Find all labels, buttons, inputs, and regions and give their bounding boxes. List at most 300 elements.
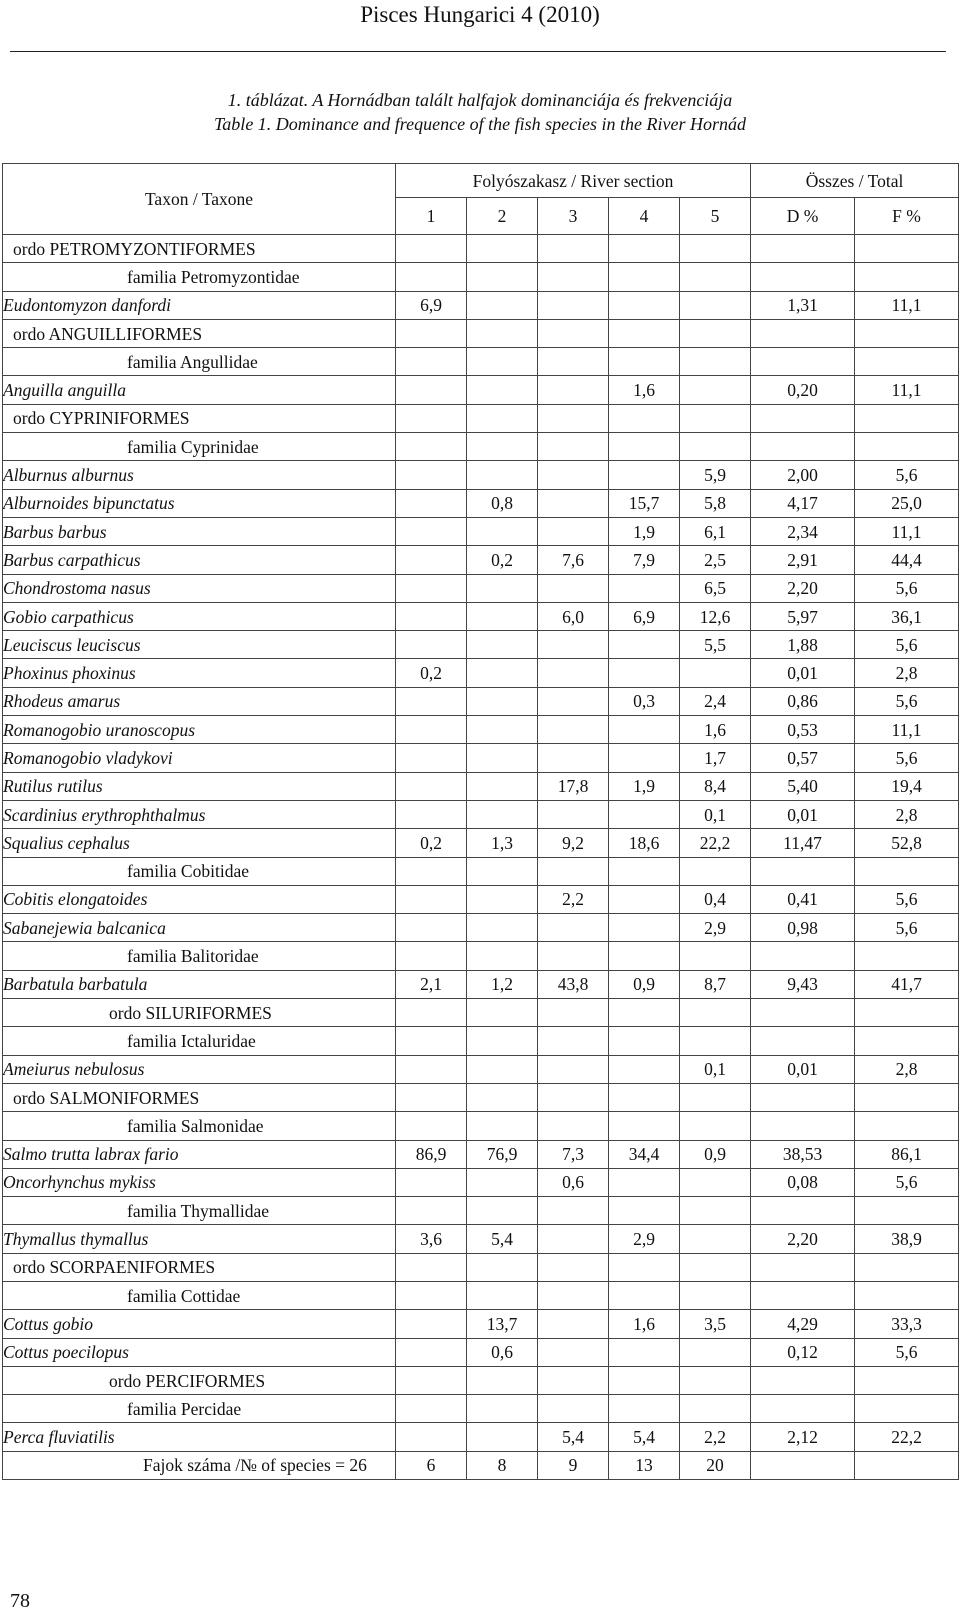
cell-section-2 — [467, 999, 538, 1027]
taxon-name: ordo SCORPAENIFORMES — [3, 1253, 396, 1281]
cell-section-1: 0,2 — [396, 659, 467, 687]
cell-section-4: 1,9 — [609, 517, 680, 545]
table-row — [3, 1310, 959, 1338]
species-name: Squalius cephalus — [3, 829, 396, 857]
cell-section-1 — [396, 999, 467, 1027]
cell-section-4 — [609, 999, 680, 1027]
table-row — [3, 659, 959, 687]
cell-dominance: 2,00 — [751, 461, 855, 489]
cell-section-5: 5,9 — [680, 461, 751, 489]
caption-hungarian: 1. táblázat. A Hornádban talált halfajok dominanciája és frekvenciája — [227, 90, 733, 110]
header-col-3: 3 — [538, 198, 609, 235]
cell-section-4 — [609, 291, 680, 319]
page-number: 78 — [10, 1590, 30, 1612]
table-row — [3, 376, 959, 404]
cell-frequency: 11,1 — [855, 376, 959, 404]
cell-frequency — [855, 404, 959, 432]
cell-section-2: 1,2 — [467, 970, 538, 998]
cell-dominance — [751, 1027, 855, 1055]
cell-section-5 — [680, 1338, 751, 1366]
cell-frequency: 5,6 — [855, 574, 959, 602]
cell-section-3: 9 — [538, 1451, 609, 1479]
cell-section-5 — [680, 263, 751, 291]
header-col-1: 1 — [396, 198, 467, 235]
cell-frequency: 5,6 — [855, 687, 959, 715]
cell-section-3: 43,8 — [538, 970, 609, 998]
cell-section-2 — [467, 319, 538, 347]
cell-dominance: 0,01 — [751, 659, 855, 687]
cell-section-2 — [467, 800, 538, 828]
cell-section-1 — [396, 235, 467, 263]
cell-section-4 — [609, 1281, 680, 1309]
cell-section-2 — [467, 942, 538, 970]
taxon-name: familia Angullidae — [3, 348, 396, 376]
cell-section-3: 0,6 — [538, 1168, 609, 1196]
cell-section-3 — [538, 1253, 609, 1281]
cell-section-5: 0,1 — [680, 800, 751, 828]
table-row — [3, 1168, 959, 1196]
cell-section-3 — [538, 1310, 609, 1338]
taxon-name: ordo SILURIFORMES — [3, 999, 396, 1027]
cell-section-5 — [680, 659, 751, 687]
species-name: Barbus carpathicus — [3, 546, 396, 574]
species-name: Alburnoides bipunctatus — [3, 489, 396, 517]
cell-frequency: 5,6 — [855, 461, 959, 489]
cell-section-1 — [396, 1423, 467, 1451]
table-row — [3, 716, 959, 744]
cell-section-4 — [609, 1338, 680, 1366]
table-row — [3, 1253, 959, 1281]
table-row — [3, 829, 959, 857]
cell-section-3 — [538, 1281, 609, 1309]
cell-dominance: 5,97 — [751, 602, 855, 630]
cell-frequency: 19,4 — [855, 772, 959, 800]
cell-section-2 — [467, 461, 538, 489]
cell-section-3 — [538, 716, 609, 744]
cell-section-2 — [467, 687, 538, 715]
cell-section-5: 0,4 — [680, 885, 751, 913]
cell-section-3 — [538, 348, 609, 376]
cell-section-2: 13,7 — [467, 1310, 538, 1338]
cell-dominance: 5,40 — [751, 772, 855, 800]
cell-section-3 — [538, 744, 609, 772]
cell-dominance — [751, 1253, 855, 1281]
cell-section-4: 1,9 — [609, 772, 680, 800]
cell-dominance — [751, 348, 855, 376]
cell-section-2: 0,8 — [467, 489, 538, 517]
cell-section-5 — [680, 235, 751, 263]
cell-dominance: 0,20 — [751, 376, 855, 404]
cell-section-5 — [680, 1083, 751, 1111]
cell-dominance: 2,91 — [751, 546, 855, 574]
cell-section-2 — [467, 1197, 538, 1225]
cell-section-2: 8 — [467, 1451, 538, 1479]
species-name: Rutilus rutilus — [3, 772, 396, 800]
cell-section-2 — [467, 857, 538, 885]
cell-dominance — [751, 1366, 855, 1394]
cell-dominance: 9,43 — [751, 970, 855, 998]
table-row — [3, 1055, 959, 1083]
cell-section-1 — [396, 602, 467, 630]
cell-frequency: 25,0 — [855, 489, 959, 517]
cell-section-2 — [467, 1083, 538, 1111]
cell-section-5 — [680, 1281, 751, 1309]
cell-frequency — [855, 433, 959, 461]
cell-section-5: 6,1 — [680, 517, 751, 545]
cell-frequency: 41,7 — [855, 970, 959, 998]
table-row — [3, 1281, 959, 1309]
cell-section-3 — [538, 235, 609, 263]
cell-section-4 — [609, 461, 680, 489]
cell-section-1 — [396, 319, 467, 347]
table-row — [3, 433, 959, 461]
cell-section-1 — [396, 800, 467, 828]
cell-section-2 — [467, 716, 538, 744]
cell-section-1 — [396, 1112, 467, 1140]
header-col-4: 4 — [609, 198, 680, 235]
cell-frequency — [855, 857, 959, 885]
table-row — [3, 574, 959, 602]
cell-section-3 — [538, 1366, 609, 1394]
cell-section-5: 8,4 — [680, 772, 751, 800]
cell-section-2: 0,2 — [467, 546, 538, 574]
cell-section-5 — [680, 1225, 751, 1253]
cell-dominance — [751, 942, 855, 970]
cell-section-2: 1,3 — [467, 829, 538, 857]
species-name: Scardinius erythrophthalmus — [3, 800, 396, 828]
species-name: Perca fluviatilis — [3, 1423, 396, 1451]
cell-section-4 — [609, 800, 680, 828]
cell-section-5 — [680, 291, 751, 319]
cell-section-2: 0,6 — [467, 1338, 538, 1366]
cell-dominance: 4,29 — [751, 1310, 855, 1338]
cell-section-5: 0,1 — [680, 1055, 751, 1083]
cell-frequency: 11,1 — [855, 517, 959, 545]
cell-section-4: 7,9 — [609, 546, 680, 574]
cell-dominance: 38,53 — [751, 1140, 855, 1168]
cell-section-2 — [467, 1253, 538, 1281]
cell-section-1 — [396, 744, 467, 772]
cell-section-3 — [538, 1197, 609, 1225]
taxon-name: ordo CYPRINIFORMES — [3, 404, 396, 432]
cell-section-1 — [396, 631, 467, 659]
species-name: Barbatula barbatula — [3, 970, 396, 998]
cell-frequency — [855, 1281, 959, 1309]
cell-section-4 — [609, 1366, 680, 1394]
cell-section-5: 2,2 — [680, 1423, 751, 1451]
cell-frequency: 38,9 — [855, 1225, 959, 1253]
cell-section-2 — [467, 631, 538, 659]
cell-dominance: 2,34 — [751, 517, 855, 545]
table-row — [3, 1395, 959, 1423]
species-name: Alburnus alburnus — [3, 461, 396, 489]
cell-section-1 — [396, 1083, 467, 1111]
cell-section-4 — [609, 348, 680, 376]
table-row — [3, 263, 959, 291]
cell-section-4: 1,6 — [609, 376, 680, 404]
species-name: Thymallus thymallus — [3, 1225, 396, 1253]
cell-section-3: 7,3 — [538, 1140, 609, 1168]
table-row — [3, 1225, 959, 1253]
cell-section-2 — [467, 235, 538, 263]
cell-frequency: 5,6 — [855, 885, 959, 913]
cell-section-4 — [609, 1395, 680, 1423]
table-body — [3, 235, 959, 1480]
cell-section-3 — [538, 1112, 609, 1140]
cell-section-1: 6 — [396, 1451, 467, 1479]
cell-dominance — [751, 857, 855, 885]
cell-dominance — [751, 404, 855, 432]
header-col-5: 5 — [680, 198, 751, 235]
cell-section-3 — [538, 574, 609, 602]
cell-section-3 — [538, 1338, 609, 1366]
cell-frequency: 11,1 — [855, 291, 959, 319]
cell-section-1 — [396, 885, 467, 913]
cell-frequency: 22,2 — [855, 1423, 959, 1451]
cell-section-4: 34,4 — [609, 1140, 680, 1168]
table-row — [3, 744, 959, 772]
cell-dominance — [751, 263, 855, 291]
cell-section-4 — [609, 235, 680, 263]
header-col-frequency: F % — [855, 198, 959, 235]
cell-frequency: 11,1 — [855, 716, 959, 744]
cell-section-4: 0,3 — [609, 687, 680, 715]
cell-section-5: 1,7 — [680, 744, 751, 772]
cell-section-2 — [467, 1423, 538, 1451]
cell-section-1 — [396, 1310, 467, 1338]
taxon-name: familia Ictaluridae — [3, 1027, 396, 1055]
cell-section-1: 86,9 — [396, 1140, 467, 1168]
cell-section-4 — [609, 1055, 680, 1083]
table-row — [3, 970, 959, 998]
cell-section-4 — [609, 319, 680, 347]
cell-section-5 — [680, 319, 751, 347]
cell-section-3 — [538, 800, 609, 828]
cell-section-3: 2,2 — [538, 885, 609, 913]
species-name: Eudontomyzon danfordi — [3, 291, 396, 319]
cell-section-5 — [680, 1395, 751, 1423]
cell-frequency — [855, 263, 959, 291]
cell-section-5 — [680, 1253, 751, 1281]
cell-section-2 — [467, 517, 538, 545]
cell-section-1 — [396, 461, 467, 489]
table-row — [3, 461, 959, 489]
cell-section-3 — [538, 1027, 609, 1055]
cell-section-5: 5,5 — [680, 631, 751, 659]
cell-section-1 — [396, 1338, 467, 1366]
cell-dominance: 0,08 — [751, 1168, 855, 1196]
cell-section-3 — [538, 942, 609, 970]
cell-section-1 — [396, 546, 467, 574]
cell-frequency: 44,4 — [855, 546, 959, 574]
cell-section-5 — [680, 433, 751, 461]
cell-section-1 — [396, 1366, 467, 1394]
species-name: Salmo trutta labrax fario — [3, 1140, 396, 1168]
cell-frequency — [855, 942, 959, 970]
cell-section-5: 22,2 — [680, 829, 751, 857]
cell-dominance — [751, 1197, 855, 1225]
species-name: Barbus barbus — [3, 517, 396, 545]
cell-section-2 — [467, 1168, 538, 1196]
cell-section-2 — [467, 1112, 538, 1140]
species-name: Phoxinus phoxinus — [3, 659, 396, 687]
cell-section-2 — [467, 1281, 538, 1309]
cell-section-1 — [396, 489, 467, 517]
cell-dominance — [751, 319, 855, 347]
cell-section-4: 5,4 — [609, 1423, 680, 1451]
cell-dominance: 4,17 — [751, 489, 855, 517]
species-name: Romanogobio vladykovi — [3, 744, 396, 772]
cell-section-1 — [396, 914, 467, 942]
cell-dominance: 2,20 — [751, 1225, 855, 1253]
cell-section-4: 2,9 — [609, 1225, 680, 1253]
cell-section-5: 1,6 — [680, 716, 751, 744]
cell-frequency: 2,8 — [855, 659, 959, 687]
cell-frequency: 86,1 — [855, 1140, 959, 1168]
cell-section-5: 2,9 — [680, 914, 751, 942]
cell-section-5 — [680, 942, 751, 970]
cell-section-2 — [467, 1027, 538, 1055]
cell-section-3: 6,0 — [538, 602, 609, 630]
cell-section-2 — [467, 348, 538, 376]
cell-section-5 — [680, 1168, 751, 1196]
table-row — [3, 631, 959, 659]
cell-frequency — [855, 1366, 959, 1394]
cell-frequency — [855, 1451, 959, 1479]
cell-frequency: 52,8 — [855, 829, 959, 857]
cell-section-5 — [680, 857, 751, 885]
cell-frequency — [855, 999, 959, 1027]
table-row — [3, 914, 959, 942]
cell-dominance: 0,57 — [751, 744, 855, 772]
cell-section-3: 7,6 — [538, 546, 609, 574]
cell-frequency — [855, 1395, 959, 1423]
table-row — [3, 1197, 959, 1225]
species-name: Gobio carpathicus — [3, 602, 396, 630]
table-row — [3, 291, 959, 319]
cell-frequency: 5,6 — [855, 1168, 959, 1196]
taxon-name: familia Balitoridae — [3, 942, 396, 970]
cell-section-1 — [396, 1253, 467, 1281]
cell-section-2: 76,9 — [467, 1140, 538, 1168]
cell-section-5 — [680, 348, 751, 376]
cell-frequency — [855, 348, 959, 376]
cell-dominance: 0,86 — [751, 687, 855, 715]
cell-dominance — [751, 433, 855, 461]
taxon-name: familia Percidae — [3, 1395, 396, 1423]
cell-section-3 — [538, 517, 609, 545]
cell-frequency — [855, 1112, 959, 1140]
cell-frequency — [855, 319, 959, 347]
cell-section-4 — [609, 857, 680, 885]
cell-dominance: 2,12 — [751, 1423, 855, 1451]
table-row — [3, 687, 959, 715]
header-row-groups — [3, 164, 959, 198]
cell-section-3: 9,2 — [538, 829, 609, 857]
cell-section-2 — [467, 772, 538, 800]
cell-section-1 — [396, 1055, 467, 1083]
cell-section-2: 5,4 — [467, 1225, 538, 1253]
cell-section-2 — [467, 574, 538, 602]
table-row — [3, 1027, 959, 1055]
cell-dominance: 11,47 — [751, 829, 855, 857]
cell-dominance: 0,01 — [751, 1055, 855, 1083]
cell-dominance: 0,98 — [751, 914, 855, 942]
cell-section-5 — [680, 376, 751, 404]
cell-section-5: 8,7 — [680, 970, 751, 998]
header-taxon: Taxon / Taxone — [3, 164, 396, 235]
cell-section-1: 6,9 — [396, 291, 467, 319]
table-row — [3, 319, 959, 347]
cell-dominance: 0,12 — [751, 1338, 855, 1366]
cell-section-2 — [467, 263, 538, 291]
cell-section-4 — [609, 1197, 680, 1225]
cell-dominance — [751, 1451, 855, 1479]
table-row — [3, 999, 959, 1027]
cell-section-1 — [396, 1281, 467, 1309]
cell-frequency: 5,6 — [855, 914, 959, 942]
cell-section-4 — [609, 942, 680, 970]
species-name: Leuciscus leuciscus — [3, 631, 396, 659]
cell-dominance — [751, 1395, 855, 1423]
cell-section-4 — [609, 1168, 680, 1196]
cell-section-4: 18,6 — [609, 829, 680, 857]
table-row — [3, 1366, 959, 1394]
header-river-section: Folyószakasz / River section — [396, 164, 751, 198]
table-caption — [0, 88, 960, 136]
cell-frequency — [855, 1083, 959, 1111]
table-row — [3, 885, 959, 913]
cell-section-3 — [538, 263, 609, 291]
cell-dominance — [751, 1281, 855, 1309]
cell-frequency: 5,6 — [855, 744, 959, 772]
cell-section-5 — [680, 1366, 751, 1394]
cell-section-4: 1,6 — [609, 1310, 680, 1338]
cell-frequency: 33,3 — [855, 1310, 959, 1338]
cell-section-5: 2,5 — [680, 546, 751, 574]
cell-dominance: 1,31 — [751, 291, 855, 319]
taxon-name: familia Cyprinidae — [3, 433, 396, 461]
cell-section-3 — [538, 404, 609, 432]
cell-section-3 — [538, 687, 609, 715]
cell-frequency: 2,8 — [855, 800, 959, 828]
cell-section-2 — [467, 914, 538, 942]
cell-section-3 — [538, 631, 609, 659]
cell-frequency — [855, 235, 959, 263]
cell-dominance — [751, 1112, 855, 1140]
cell-section-2 — [467, 885, 538, 913]
cell-section-4 — [609, 716, 680, 744]
species-name: Chondrostoma nasus — [3, 574, 396, 602]
cell-frequency — [855, 1027, 959, 1055]
taxon-name: familia Salmonidae — [3, 1112, 396, 1140]
cell-section-2 — [467, 1366, 538, 1394]
cell-section-2 — [467, 1055, 538, 1083]
cell-section-5: 6,5 — [680, 574, 751, 602]
cell-section-3: 5,4 — [538, 1423, 609, 1451]
table-row — [3, 546, 959, 574]
cell-section-1 — [396, 376, 467, 404]
cell-section-1 — [396, 1197, 467, 1225]
cell-section-5 — [680, 999, 751, 1027]
table-row — [3, 517, 959, 545]
cell-section-4 — [609, 631, 680, 659]
cell-section-5: 0,9 — [680, 1140, 751, 1168]
cell-section-4: 6,9 — [609, 602, 680, 630]
cell-section-3 — [538, 1225, 609, 1253]
cell-section-1: 3,6 — [396, 1225, 467, 1253]
cell-section-2 — [467, 376, 538, 404]
